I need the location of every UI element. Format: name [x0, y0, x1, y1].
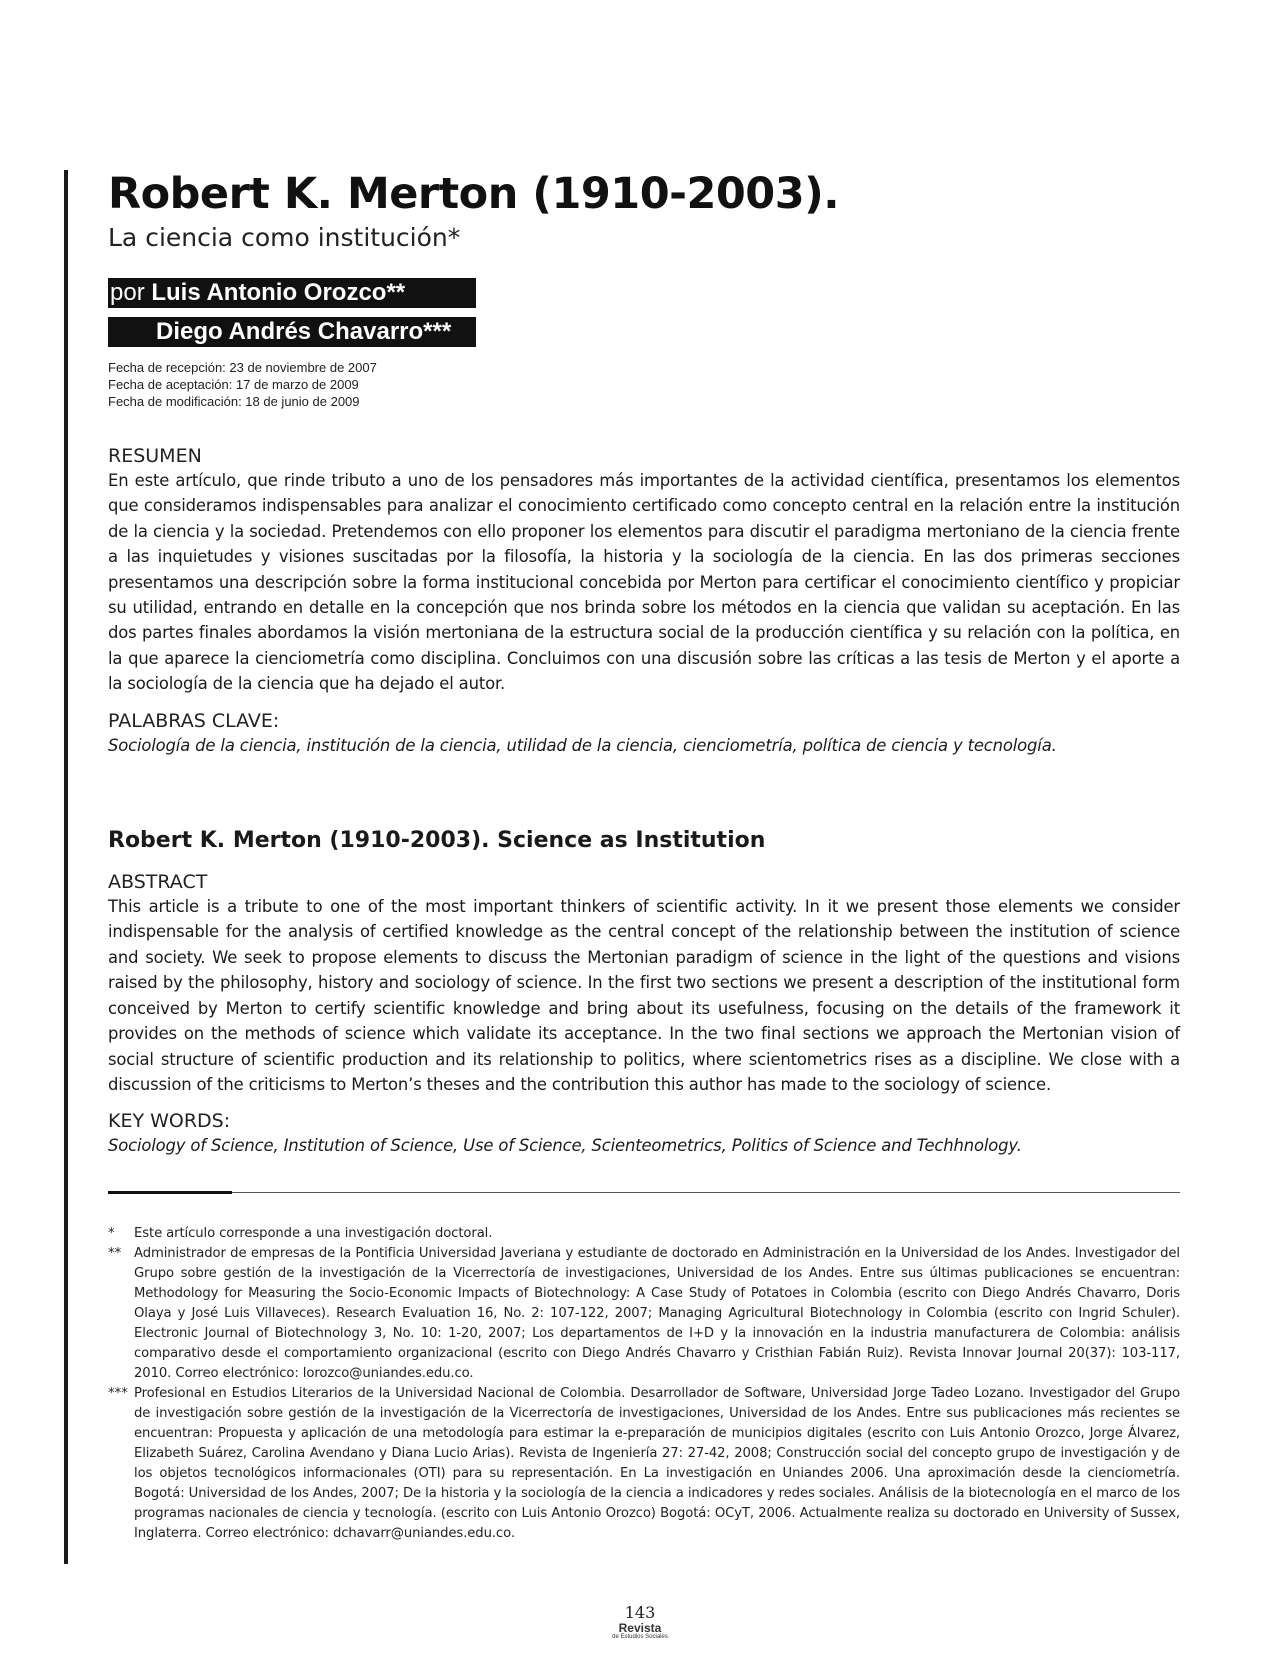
footnote-separator: [108, 1191, 1180, 1194]
palabras-clave-section: [108, 709, 1180, 758]
author-name-2: Diego Andrés Chavarro***: [156, 318, 452, 345]
author-prefix: por: [110, 279, 152, 306]
journal-logo: [0, 1622, 1280, 1641]
author-name-1: Luis Antonio Orozco**: [151, 279, 406, 306]
resumen-label: RESUMEN: [108, 445, 202, 467]
footnote-text: Administrador de empresas de la Pontificia Universidad Javeriana y estudiante de doctorado en Administración en la Universidad de los Andes. Investigador del Grupo sobre gestión de la investigación de la Vicerrectoría de investigaciones, Universidad de los Andes. Entre sus últimas publicaciones se encuentran: Methodology for Measuring the Socio-Economic Impacts of Biotechnology: A Case Study of Potatoes in Colombia (escrito con Diego Andrés Chavarro, Doris Olaya y José Luis Villaveces). Research Evaluation 16, No. 2: 107-122, 2007; Managing Agricultural Biotechnology in Colombia (escrito con Ingrid Schuler). Electronic Journal of Biotechnology 3, No. 10: 1-20, 2007; Los departamentos de I+D y la innovación en la industria manufacturera de Colombia: análisis comparativo desde el comportamiento organizacional (escrito con Diego Andrés Chavarro y Cristhian Fabián Ruiz). Revista Innovar Journal 20(37): 103-117, 2010. Correo electrónico: lorozco@uniandes.edu.co.: [134, 1245, 1180, 1381]
submission-dates: [108, 359, 1180, 410]
author-bar-1: [108, 278, 476, 308]
journal-logo-subname: de Estudios Sociales: [612, 1634, 668, 1640]
left-margin-rule: [64, 170, 68, 1564]
palabras-clave-text: Sociología de la ciencia, institución de la ciencia, utilidad de la ciencia, cienciometría, política de ciencia y tecnología.: [108, 735, 1057, 755]
date-modified: Fecha de modificación: 18 de junio de 2009: [108, 394, 360, 409]
article-subtitle: La ciencia como institución*: [108, 223, 461, 252]
abstract-label: ABSTRACT: [108, 871, 208, 894]
page-number: 143: [624, 1603, 656, 1622]
footnote-mark: **: [108, 1245, 122, 1261]
author-bar-2: [108, 317, 476, 347]
authors-block: [108, 278, 476, 347]
footnotes: [108, 1224, 1180, 1544]
abstract-section: [108, 870, 1180, 1097]
separator-thick-line: [108, 1191, 232, 1194]
date-received: Fecha de recepción: 23 de noviembre de 2007: [108, 360, 377, 375]
article-title: Robert K. Merton (1910-2003).: [108, 169, 840, 219]
separator-thin-line: [108, 1192, 1180, 1193]
article-first-page: [108, 168, 1180, 1544]
key-words-text: Sociology of Science, Institution of Science, Use of Science, Scienteometrics, Politics of Science and Techhnology.: [108, 1136, 1022, 1156]
resumen-section: [108, 444, 1180, 697]
footnote-text: Profesional en Estudios Literarios de la Universidad Nacional de Colombia. Desarrollador de Software, Universidad Jorge Tadeo Lozano. Investigador del Grupo de investigación sobre gestión de la investigación de la Vicerrectoría de investigaciones, Universidad de los Andes. Entre sus publicaciones más recientes se encuentran: Propuesta y aplicación de una metodología para estimar la e-preparación de municipios digitales (escrito con Luis Antonio Orozco, Jorge Álvarez, Elizabeth Suárez, Carolina Avendano y Diana Lucio Arias). Revista de Ingeniería 27: 27-42, 2008; Construcción social del concepto grupo de investigación y de los objetos tecnológicos informacionales (OTI) para su representación. En La investigación en Uniandes 2006. Una aproximación desde la cienciometría. Bogotá: Universidad de los Andes, 2007; De la historia y la sociología de la ciencia a indicadores y redes sociales. Análisis de la biotecnología en el marco de los programas nacionales de ciencia y tecnología. (escrito con Luis Antonio Orozco) Bogotá: OCyT, 2006. Actualmente realiza su doctorado en University of Sussex, Inglaterra. Correo electrónico: dchavarr@uniandes.edu.co.: [134, 1385, 1180, 1541]
journal-logo-name: Revista: [618, 1621, 662, 1635]
footnote-mark: ***: [108, 1385, 128, 1401]
date-accepted: Fecha de aceptación: 17 de marzo de 2009: [108, 377, 359, 392]
resumen-text: En este artículo, que rinde tributo a uno de los pensadores más importantes de la actividad científica, presentamos los elementos que consideramos indispensables para analizar el conocimiento certificado como concepto central en la relación entre la institución de la ciencia y la sociedad. Pretendemos con ello proponer los elementos para discutir el paradigma mertoniano de la ciencia frente a las inquietudes y visiones suscitadas por la filosofía, la historia y la sociología de la ciencia. En las dos primeras secciones presentamos una descripción sobre la forma institucional concebida por Merton para certificar el conocimiento científico y propiciar su utilidad, entrando en detalle en la concepción que nos brinda sobre los métodos en la ciencia que validan su aceptación. En las dos partes finales abordamos la visión mertoniana de la estructura social de la producción científica y su relación con la política, en la que aparece la cienciometría como disciplina. Concluimos con una discusión sobre las críticas a las tesis de Merton y el aporte a la sociología de la ciencia que ha dejado el autor.: [108, 471, 1180, 694]
abstract-text: This article is a tribute to one of the most important thinkers of scientific activity. In it we present those elements we consider indispensable for the analysis of certified knowledge as the central concept of the relationship between the institution of science and society. We seek to propose elements to discuss the Mertonian paradigm of science in the light of the questions and visions raised by the philosophy, history and sociology of science. In the first two sections we present a description of the institutional form conceived by Merton to certify scientific knowledge and bring about its usefulness, focusing on the details of the framework it provides on the methods of science which validate its acceptance. In the two final sections we approach the Mertonian vision of social structure of scientific production and its relationship to politics, where scientometrics rises as a discipline. We close with a discussion of the criticisms to Merton’s theses and the contribution this author has made to the sociology of science.: [108, 897, 1180, 1094]
palabras-clave-label: PALABRAS CLAVE:: [108, 709, 280, 732]
footnote-3: [108, 1384, 1180, 1544]
key-words-label: KEY WORDS:: [108, 1110, 231, 1133]
footnote-mark: *: [108, 1225, 115, 1241]
key-words-section: [108, 1109, 1180, 1158]
footnote-1: [108, 1224, 1180, 1244]
footnote-text: Este artículo corresponde a una investigación doctoral.: [134, 1225, 493, 1241]
english-title: Robert K. Merton (1910-2003). Science as Institution: [108, 828, 766, 854]
footnote-2: [108, 1244, 1180, 1384]
